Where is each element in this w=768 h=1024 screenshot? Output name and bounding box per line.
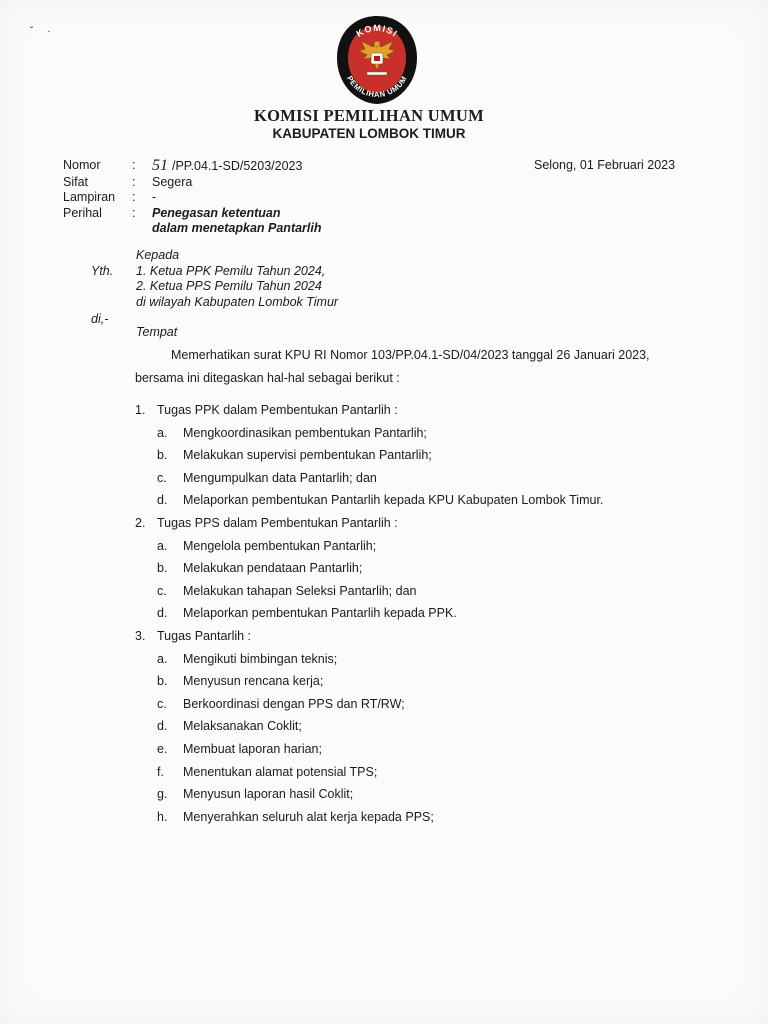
section-title: Tugas PPK dalam Pembentukan Pantarlih : bbox=[157, 403, 398, 417]
item-text: Mengkoordinasikan pembentukan Pantarlih; bbox=[183, 425, 427, 440]
section-title: Tugas Pantarlih : bbox=[157, 629, 252, 643]
yth-label bbox=[91, 248, 113, 279]
section-title: Tugas PPS dalam Pembentukan Pantarlih : bbox=[157, 516, 398, 530]
meta-row-nomor bbox=[63, 158, 322, 175]
di-label: di,- bbox=[91, 312, 109, 326]
letter-meta bbox=[63, 158, 322, 237]
sifat-value: Segera bbox=[152, 174, 193, 189]
item-letter: b. bbox=[157, 561, 168, 576]
recipient-block bbox=[136, 248, 338, 310]
item-text: Menyusun rencana kerja; bbox=[183, 674, 324, 689]
item-letter: d. bbox=[157, 606, 168, 621]
item-letter: a. bbox=[157, 538, 168, 553]
nomor-handwritten: 51 bbox=[152, 157, 168, 174]
item-text: Menyusun laporan hasil Coklit; bbox=[183, 787, 354, 802]
intro-paragraph bbox=[135, 344, 695, 390]
lampiran-value: - bbox=[152, 190, 157, 204]
lampiran-label: Lampiran bbox=[63, 190, 116, 204]
section-number: 3. bbox=[135, 629, 146, 643]
item-text: Melaporkan pembentukan Pantarlih kepada PPK. bbox=[183, 606, 457, 621]
org-name: KOMISI PEMILIHAN UMUM bbox=[254, 106, 484, 125]
colon: : bbox=[132, 205, 136, 220]
item-letter: a. bbox=[157, 425, 168, 440]
colon: : bbox=[132, 190, 136, 204]
kepada: Kepada bbox=[136, 248, 180, 262]
item-letter: a. bbox=[157, 651, 168, 666]
item-text: Melakukan pendataan Pantarlih; bbox=[183, 561, 363, 576]
colon: : bbox=[132, 158, 136, 172]
item-text: Mengikuti bimbingan teknis; bbox=[183, 651, 338, 666]
item-text: Membuat laporan harian; bbox=[183, 742, 322, 756]
item-letter: c. bbox=[157, 583, 167, 598]
nomor-code: /PP.04.1-SD/5203/2023 bbox=[172, 159, 303, 173]
logo-bottom-text: PEMILIHAN UMUM bbox=[345, 74, 409, 100]
item-text: Berkoordinasi dengan PPS dan RT/RW; bbox=[183, 696, 405, 711]
recipient-region: di wilayah Kabupaten Lombok Timur bbox=[136, 294, 339, 309]
colon: : bbox=[132, 174, 136, 189]
org-region: KABUPATEN LOMBOK TIMUR bbox=[272, 126, 466, 141]
perihal-line-2: dalam menetapkan Pantarlih bbox=[152, 221, 322, 235]
item-letter: d. bbox=[157, 719, 168, 734]
meta-row-perihal bbox=[63, 206, 322, 237]
perihal-label: Perihal bbox=[63, 205, 102, 220]
item-text: Menentukan alamat potensial TPS; bbox=[183, 764, 378, 779]
item-letter: g. bbox=[157, 787, 168, 802]
item-text: Melakukan tahapan Seleksi Pantarlih; dan bbox=[183, 583, 417, 598]
yth-text: Yth. bbox=[91, 263, 114, 278]
sifat-label: Sifat bbox=[63, 174, 89, 189]
item-text: Melakukan supervisi pembentukan Pantarlih; bbox=[183, 448, 432, 463]
section-number: 1. bbox=[135, 403, 146, 417]
kpu-logo bbox=[334, 14, 420, 106]
letter-date: Selong, 01 Februari 2023 bbox=[534, 158, 676, 172]
nomor-value bbox=[152, 158, 302, 175]
item-letter: c. bbox=[157, 696, 167, 711]
item-letter: h. bbox=[157, 809, 168, 824]
item-text: Mengelola pembentukan Pantarlih; bbox=[183, 538, 377, 553]
logo-top-text: KOMISI bbox=[354, 22, 400, 39]
item-letter: b. bbox=[157, 448, 168, 463]
meta-row-lampiran bbox=[63, 190, 322, 206]
item-letter: e. bbox=[157, 742, 168, 756]
item-text: Mengumpulkan data Pantarlih; dan bbox=[183, 470, 377, 485]
item-text: Melaksanakan Coklit; bbox=[183, 719, 302, 734]
meta-row-sifat bbox=[63, 175, 322, 191]
nomor-label: Nomor bbox=[63, 158, 101, 172]
item-letter: f. bbox=[157, 764, 164, 779]
perihal-value bbox=[152, 206, 322, 237]
item-text: Menyerahkan seluruh alat kerja kepada PPS; bbox=[183, 809, 434, 824]
recipient-1: 1. Ketua PPK Pemilu Tahun 2024, bbox=[136, 263, 326, 278]
intro-text: Memerhatikan surat KPU RI Nomor 103/PP.04.1-SD/04/2023 tanggal 26 Januari 2023, bersama ini ditegaskan hal-hal sebagai berikut : bbox=[135, 348, 650, 385]
tempat: Tempat bbox=[136, 325, 178, 339]
item-text: Melaporkan pembentukan Pantarlih kepada KPU Kabupaten Lombok Timur. bbox=[183, 493, 604, 508]
scan-specks: ˘ · bbox=[30, 26, 51, 37]
section-number: 2. bbox=[135, 516, 146, 530]
perihal-line-1: Penegasan ketentuan bbox=[152, 205, 281, 220]
item-letter: c. bbox=[157, 470, 167, 485]
recipient-2: 2. Ketua PPS Pemilu Tahun 2024 bbox=[136, 279, 322, 293]
item-letter: b. bbox=[157, 674, 168, 689]
item-letter: d. bbox=[157, 493, 168, 508]
